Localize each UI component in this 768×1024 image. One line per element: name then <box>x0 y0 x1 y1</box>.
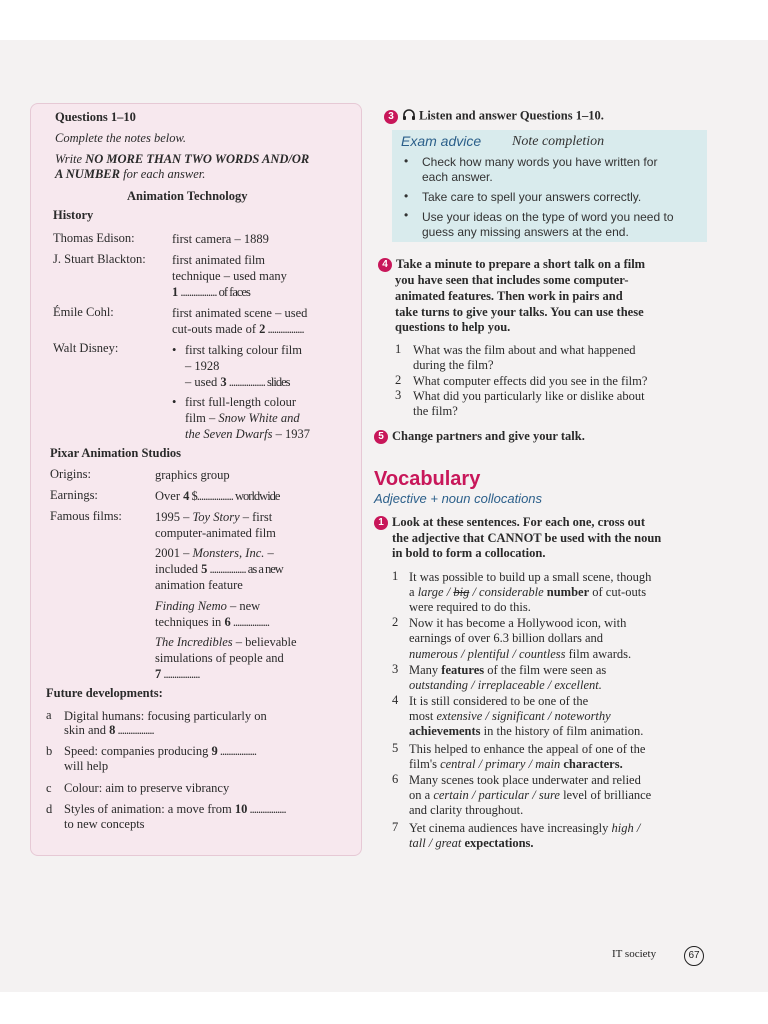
sentence-4-line-3 <box>409 724 643 739</box>
sentence-7-line-1 <box>409 821 640 836</box>
task-number-5: 5 <box>374 430 388 444</box>
advice-bullet-2: • <box>404 189 409 203</box>
film-2-year: 2001 – <box>155 546 193 560</box>
q4-3-line-2: the film? <box>413 404 458 418</box>
disney-used: – used <box>185 375 221 389</box>
answer-gap-5[interactable]: ................. as a new <box>207 562 283 576</box>
sentence-4-number: 4 <box>392 693 399 707</box>
instruction-complete: Complete the notes below. <box>55 131 186 145</box>
future-b-letter: b <box>46 744 53 758</box>
sentence-6-line-3: and clarity throughout. <box>409 803 524 817</box>
q4-2-number: 2 <box>395 373 402 387</box>
disney-film: film – <box>185 411 219 425</box>
film-4-line-2: simulations of people and <box>155 651 284 665</box>
answer-gap-4[interactable]: $................. worldwide <box>189 489 280 503</box>
advice-bullet-3: • <box>404 208 409 222</box>
exam-advice-label: Exam advice <box>401 133 482 149</box>
blackton-name: J. Stuart Blackton: <box>53 252 146 266</box>
gap-number-4: 4 <box>183 489 190 503</box>
film-1-year: 1995 – <box>155 510 193 524</box>
bullet-1: • <box>172 343 177 357</box>
vocab-task-number-1: 1 <box>374 516 388 530</box>
gap-number-3: 3 <box>220 375 227 389</box>
s4-options[interactable]: extensive / significant / noteworthy <box>436 709 611 723</box>
vocab-task-1-line-3: in bold to form a collocation. <box>392 546 546 560</box>
advice-1-line-1: Check how many words you have written for <box>422 155 658 169</box>
film-4-title: The Incredibles <box>155 635 233 649</box>
instruction-write-2 <box>55 167 205 182</box>
future-b-line-2: will help <box>64 759 109 773</box>
answer-gap-7[interactable]: ................. <box>161 667 200 681</box>
answer-gap-2[interactable]: ................. <box>265 322 304 336</box>
s5-noun: characters. <box>560 757 623 771</box>
s1-a: a <box>409 585 418 599</box>
earnings-name: Earnings: <box>50 488 98 502</box>
earnings-over: Over <box>155 489 184 503</box>
advice-3-line-1: Use your ideas on the type of word you need to <box>422 210 674 224</box>
bullet-2: • <box>172 395 177 409</box>
task-4-line-5: questions to help you. <box>395 320 511 334</box>
instr-each: for each answer. <box>119 167 206 181</box>
disney-year: – 1937 <box>272 427 310 441</box>
task-3-text: Listen and answer Questions 1–10. <box>419 108 604 123</box>
pixar-heading: Pixar Animation Studios <box>50 446 182 460</box>
gap-number-10: 10 <box>234 802 248 816</box>
vocabulary-title: Vocabulary <box>374 468 481 490</box>
future-d-styles: Styles of animation: a move from <box>64 802 235 816</box>
disney-name: Walt Disney: <box>53 341 119 355</box>
vocabulary-subtitle: Adjective + noun collocations <box>374 491 543 506</box>
q4-3-number: 3 <box>395 388 402 402</box>
future-a-letter: a <box>46 708 52 722</box>
cohl-line-1: first animated scene – used <box>172 306 308 320</box>
gap-number-7: 7 <box>155 667 162 681</box>
sentence-1-line-3: were required to do this. <box>409 600 531 614</box>
disney-title-a: Snow White and <box>218 411 300 425</box>
page-number: 67 <box>684 946 704 966</box>
task-4-line-3: animated features. Then work in pairs and <box>395 289 623 303</box>
sentence-3-line-2[interactable]: outstanding / irreplaceable / excellent. <box>409 678 602 692</box>
task-4-line-4: take turns to give your talks. You can use these <box>395 305 644 319</box>
film-1-line-1 <box>155 510 272 525</box>
gap-number-2: 2 <box>259 322 266 336</box>
q4-1-number: 1 <box>395 342 402 356</box>
s7-yet: Yet cinema audiences have increasingly <box>409 821 612 835</box>
film-1-title: Toy Story <box>192 510 240 524</box>
sentence-3-line-1 <box>409 663 606 678</box>
advice-2: Take care to spell your answers correctly. <box>422 190 642 204</box>
film-1-first: – first <box>239 510 273 524</box>
gap-number-6: 6 <box>224 615 231 629</box>
answer-gap-3[interactable]: ................. slides <box>226 375 290 389</box>
film-2-dash: – <box>264 546 274 560</box>
s1-rest: of cut-outs <box>589 585 647 599</box>
disney-title-b: the Seven Dwarfs <box>185 427 273 441</box>
task-4-text-1: Take a minute to prepare a short talk on a film <box>396 257 646 271</box>
sentence-1-line-1: It was possible to build up a small scene, though <box>409 570 652 584</box>
film-3-line-2 <box>155 615 269 630</box>
sentence-3-number: 3 <box>392 662 399 676</box>
task-4-line-1 <box>378 257 645 272</box>
s5-options[interactable]: central / primary / main <box>440 757 561 771</box>
gap-number-5: 5 <box>201 562 208 576</box>
cohl-name: Émile Cohl: <box>53 305 114 319</box>
q4-1-line-2: during the film? <box>413 358 494 372</box>
s6-rest: level of brilliance <box>559 788 652 802</box>
s5-films: film's <box>409 757 441 771</box>
sentence-6-number: 6 <box>392 772 399 786</box>
earnings-value <box>155 489 279 504</box>
film-2-title: Monsters, Inc. <box>192 546 265 560</box>
task-4-line-2: you have seen that includes some computer- <box>395 273 629 287</box>
instr-number: A NUMBER <box>55 167 120 181</box>
s1-big-crossed[interactable]: big <box>453 585 470 599</box>
disney-b2-line-3 <box>185 427 310 442</box>
sentence-7-line-2 <box>409 836 534 851</box>
s1-noun: number <box>543 585 590 599</box>
s3-many: Many <box>409 663 442 677</box>
answer-gap-1[interactable]: ................. of faces <box>178 285 250 299</box>
s7-noun: expectations. <box>461 836 534 850</box>
origins-value: graphics group <box>155 468 230 482</box>
vocab-task-1-line-2: the adjective that CANNOT be used with the noun <box>392 531 662 545</box>
gap-number-1: 1 <box>172 285 179 299</box>
task-3 <box>384 108 604 125</box>
advice-1-line-2: each answer. <box>422 170 493 184</box>
s4-most: most <box>409 709 437 723</box>
instruction-write <box>55 152 309 167</box>
s7-high[interactable]: high / <box>611 821 641 835</box>
sentence-5-number: 5 <box>392 741 399 755</box>
sentence-2-line-3 <box>409 647 631 662</box>
exam-advice-type: Note completion <box>512 134 605 149</box>
sentence-1-line-2 <box>409 585 646 600</box>
disney-b1-line-2: – 1928 <box>185 359 220 373</box>
disney-b2-line-2 <box>185 411 300 426</box>
task-5-text: Change partners and give your talk. <box>392 429 585 443</box>
s4-rest: in the history of film animation. <box>480 724 644 738</box>
q4-1-line-1: What was the film about and what happened <box>413 343 636 357</box>
task-number-4: 4 <box>378 258 392 272</box>
future-d-letter: d <box>46 802 53 816</box>
film-3-title: Finding Nemo <box>155 599 227 613</box>
future-c-letter: c <box>46 781 52 795</box>
s7-options[interactable]: tall / great <box>409 836 462 850</box>
scan-bottom-margin <box>0 992 768 1024</box>
sentence-4-line-2 <box>409 709 611 724</box>
s1-large: large / <box>417 585 454 599</box>
disney-b2-line-1: first full-length colour <box>185 395 297 409</box>
future-b-line-1 <box>64 744 256 759</box>
edison-name: Thomas Edison: <box>53 231 135 245</box>
sentence-5-line-1: This helped to enhance the appeal of one of the <box>409 742 646 756</box>
film-4-line-1 <box>155 635 297 650</box>
answer-gap-9[interactable]: ................. <box>217 744 257 758</box>
future-c-line-1: Colour: aim to preserve vibrancy <box>64 781 230 795</box>
sentence-5-line-2 <box>409 757 623 772</box>
section-name: IT society <box>612 948 657 960</box>
answer-gap-10[interactable]: ................. <box>247 802 286 816</box>
s3-rest: of the film were seen as <box>484 663 607 677</box>
film-4-line-3 <box>155 667 200 682</box>
q4-3-line-1: What did you particularly like or dislike about <box>413 389 645 403</box>
s2-options[interactable]: numerous / plentiful / countless <box>409 647 566 661</box>
s6-options[interactable]: certain / particular / sure <box>433 788 560 802</box>
gap-number-8: 8 <box>109 723 116 737</box>
gap-number-9: 9 <box>211 744 218 758</box>
origins-name: Origins: <box>50 467 91 481</box>
films-name: Famous films: <box>50 509 122 523</box>
sentence-2-line-1: Now it has become a Hollywood icon, with <box>409 616 627 630</box>
s3-noun: features <box>441 663 485 677</box>
future-b-speed: Speed: companies producing <box>64 744 212 758</box>
answer-gap-8[interactable]: ................. <box>115 723 154 737</box>
instr-limit: NO MORE THAN TWO WORDS AND/OR <box>85 152 310 166</box>
future-d-line-2: to new concepts <box>64 817 145 831</box>
s4-noun: achievements <box>409 724 481 738</box>
film-3-techniques: techniques in <box>155 615 225 629</box>
edison-value: first camera – 1889 <box>172 232 269 246</box>
sentence-6-line-1: Many scenes took place underwater and relied <box>409 773 641 787</box>
scan-top-margin <box>0 0 768 40</box>
film-2-line-1 <box>155 546 274 561</box>
blackton-line-3 <box>172 285 250 300</box>
film-2-line-2 <box>155 562 283 577</box>
future-a-line-2 <box>64 723 154 738</box>
answer-gap-6[interactable]: ................. <box>230 615 269 629</box>
notes-title: Animation Technology <box>127 189 248 203</box>
sentence-6-line-2 <box>409 788 651 803</box>
sentence-1-number: 1 <box>392 569 399 583</box>
advice-3-line-2: guess any missing answers at the end. <box>422 225 629 239</box>
headphones-icon <box>402 108 416 125</box>
disney-b1-line-3 <box>185 375 290 390</box>
advice-bullet-1: • <box>404 154 409 168</box>
task-5 <box>374 429 585 444</box>
sentence-2-number: 2 <box>392 615 399 629</box>
disney-b1-line-1: first talking colour film <box>185 343 302 357</box>
future-a-line-1: Digital humans: focusing particularly on <box>64 709 267 723</box>
s6-on-a: on a <box>409 788 434 802</box>
cohl-text: cut-outs made of <box>172 322 260 336</box>
vocab-task-1-line-1 <box>374 515 645 530</box>
q4-2-line: What computer effects did you see in the film? <box>413 374 648 388</box>
cohl-line-2 <box>172 322 304 337</box>
future-d-line-1 <box>64 802 286 817</box>
film-4-believable: – believable <box>232 635 297 649</box>
s1-considerable: / considerable <box>469 585 544 599</box>
s2-rest: film awards. <box>565 647 632 661</box>
film-3-line-1 <box>155 599 260 614</box>
blackton-line-1: first animated film <box>172 253 266 267</box>
task-number-3: 3 <box>384 110 398 124</box>
vocab-task-1-text-1: Look at these sentences. For each one, cross out <box>392 515 645 529</box>
film-2-line-3: animation feature <box>155 578 243 592</box>
sentence-2-line-2: earnings of over 6.3 billion dollars and <box>409 631 604 645</box>
questions-heading: Questions 1–10 <box>55 110 136 124</box>
instr-write: Write <box>55 152 86 166</box>
sentence-4-line-1: It is still considered to be one of the <box>409 694 589 708</box>
sentence-7-number: 7 <box>392 820 399 834</box>
blackton-line-2: technique – used many <box>172 269 287 283</box>
future-a-skin: skin and <box>64 723 110 737</box>
film-2-included: included <box>155 562 202 576</box>
film-3-new: – new <box>226 599 261 613</box>
future-heading: Future developments: <box>46 686 163 700</box>
film-1-line-2: computer-animated film <box>155 526 276 540</box>
history-heading: History <box>53 208 94 222</box>
